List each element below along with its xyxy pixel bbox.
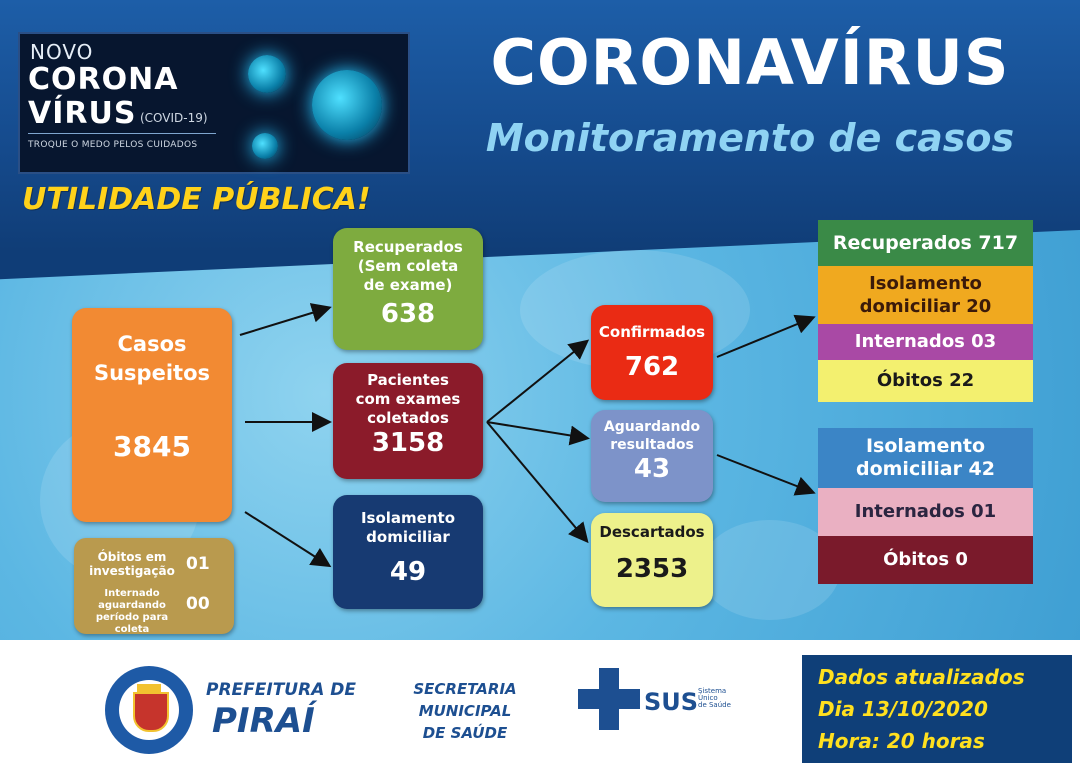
confirmados-label: Confirmados [598, 323, 706, 341]
recuperados-sc-line1: Recuperados [353, 238, 463, 256]
isolamento-mid-value: 49 [389, 557, 427, 587]
logo-corona: CORONA [28, 62, 179, 97]
internado-aguardando-value: 00 [186, 594, 210, 614]
secretaria-line3: DE SAÚDE [422, 724, 508, 742]
sus-sub2: Único [698, 694, 718, 702]
sus-cross-icon [578, 668, 640, 730]
pending-internados: Internados 01 [818, 488, 1033, 536]
investigacao-box [74, 538, 234, 634]
logo-tagline: TROQUE O MEDO PELOS CUIDADOS [28, 140, 198, 150]
internado-line1: Internado [104, 588, 160, 599]
obitos-investigacao-label [84, 550, 180, 578]
pending-isolamento-line1: Isolamento [865, 435, 986, 457]
recuperados-sc-line3: de exame) [363, 276, 453, 294]
sus-label: SUS [644, 688, 699, 716]
pacientes-line3: coletados [367, 409, 449, 427]
internado-aguardando-label [80, 588, 184, 636]
updated-time: Hora: 20 horas [818, 729, 985, 753]
descartados-label: Descartados [599, 523, 705, 541]
sus-sub4: Saúde [708, 701, 731, 709]
arrow-to-confirmed-breakdown [717, 318, 812, 357]
suspeitos-label-2: Suspeitos [93, 361, 210, 385]
pending-isolamento [818, 428, 1033, 488]
breakdown-isolamento-line2: domiciliar 20 [859, 296, 992, 317]
piraí-coat-of-arms-seal [105, 666, 193, 754]
pacientes-line2: com exames [355, 390, 461, 408]
logo-novo: NOVO [30, 40, 94, 64]
breakdown-isolamento [818, 266, 1033, 324]
breakdown-recuperados: Recuperados 717 [818, 220, 1033, 266]
arrow-to-recuperados [240, 308, 328, 335]
aguardando-line1: Aguardando [603, 419, 701, 435]
logo-virus: VÍRUS [28, 96, 137, 131]
internado-line3: período para coleta [95, 612, 169, 635]
isolamento-mid-line2: domiciliar [366, 528, 450, 546]
arrow-to-confirmados [487, 342, 586, 422]
recuperados-sc-line2: (Sem coleta [357, 257, 459, 275]
obitos-inv-line1: Óbitos em [97, 550, 167, 564]
recuperados-sem-coleta-box [333, 228, 483, 350]
breakdown-isolamento-line1: Isolamento [869, 273, 982, 294]
logo-covid-label: (COVID-19) [140, 111, 208, 125]
breakdown-obitos: Óbitos 22 [818, 360, 1033, 402]
arrow-to-descartados [487, 422, 586, 540]
recuperados-sc-value: 638 [380, 299, 436, 329]
arrow-to-aguardando [487, 422, 586, 438]
pacientes-value: 3158 [371, 428, 445, 458]
sus-subtitle [698, 688, 731, 709]
casos-suspeitos-box [72, 308, 232, 522]
updated-date: Dia 13/10/2020 [818, 697, 988, 721]
aguardando-line2: resultados [610, 437, 694, 453]
obitos-investigacao-value: 01 [186, 554, 210, 574]
descartados-box [591, 513, 713, 607]
pirai-label: PIRAÍ [212, 701, 315, 741]
suspeitos-value: 3845 [113, 430, 191, 463]
descartados-value: 2353 [615, 554, 689, 584]
utility-banner: UTILIDADE PÚBLICA! [22, 182, 371, 217]
pending-obitos: Óbitos 0 [818, 536, 1033, 584]
pacientes-coletados-box [333, 363, 483, 479]
breakdown-internados: Internados 03 [818, 324, 1033, 360]
secretaria-line2: MUNICIPAL [418, 702, 512, 720]
suspeitos-label-1: Casos [117, 332, 187, 356]
page-title: CORONAVÍRUS [490, 26, 1010, 99]
obitos-inv-line2: investigação [89, 564, 175, 578]
isolamento-mid-line1: Isolamento [360, 509, 456, 527]
confirmados-box [591, 305, 713, 400]
aguardando-resultados-box [591, 410, 713, 502]
confirmados-value: 762 [624, 352, 680, 382]
secretaria-line1: SECRETARIA [413, 680, 517, 698]
aguardando-value: 43 [633, 454, 671, 484]
prefeitura-label: PREFEITURA DE [206, 680, 357, 700]
arrow-to-isolamento [245, 512, 328, 565]
isolamento-domiciliar-box [333, 495, 483, 609]
arrow-to-pending-breakdown [717, 455, 812, 492]
pending-isolamento-line2: domiciliar 42 [855, 458, 995, 480]
secretaria-label [400, 678, 530, 744]
sus-sub3: de [698, 701, 707, 709]
page-subtitle: Monitoramento de casos [485, 116, 1015, 160]
pacientes-line1: Pacientes [367, 371, 449, 389]
updated-line1: Dados atualizados [818, 665, 1025, 689]
sus-sub1: Sistema [698, 687, 727, 695]
internado-line2: aguardando [98, 600, 166, 611]
